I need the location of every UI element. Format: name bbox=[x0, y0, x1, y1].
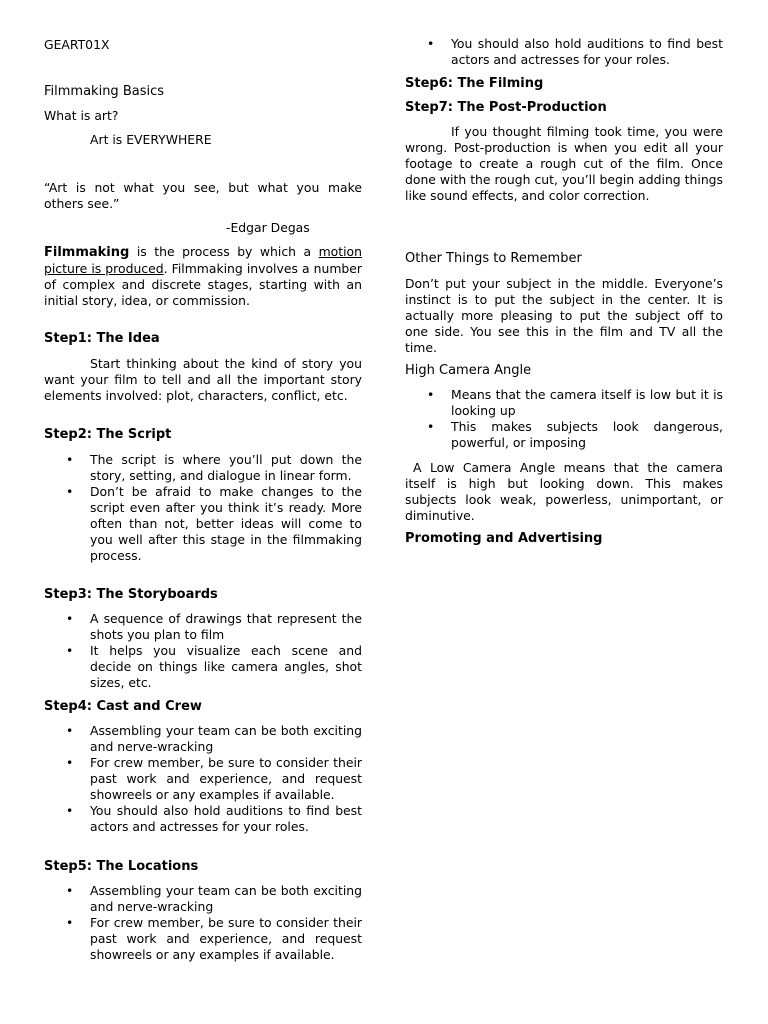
list-item: • It helps you visualize each scene and decide on things like camera angles, shot sizes, etc. bbox=[44, 643, 362, 691]
step4-list bbox=[44, 723, 362, 835]
list-item: • Assembling your team can be both exciting and nerve-wracking bbox=[44, 723, 362, 755]
quote-author: -Edgar Degas bbox=[226, 220, 310, 235]
promoting-heading: Promoting and Advertising bbox=[405, 531, 603, 546]
step1-heading: Step1: The Idea bbox=[44, 331, 160, 346]
list-item: • You should also hold auditions to find best actors and actresses for your roles. bbox=[44, 803, 362, 835]
continued-list bbox=[405, 36, 723, 68]
high-camera-angle-heading: High Camera Angle bbox=[405, 363, 532, 378]
step5-list bbox=[44, 883, 362, 963]
step7-text: If you thought filming took time, you were wrong. Post-production is when you edit all your footage to create a rough cut of the film. Once done with the rough cut, you’ll begin adding things like sound effects, and color correction. bbox=[405, 124, 723, 203]
list-item: • Don’t be afraid to make changes to the script even after you think it’s ready. More often than not, better ideas will come to you well after this stage in the filmmaking process. bbox=[44, 484, 362, 564]
definition-term: Filmmaking bbox=[44, 245, 130, 260]
low-angle-text: A Low Camera Angle means that the camera itself is high but looking down. This makes subjects look weak, powerless, unimportant, or diminutive. bbox=[405, 460, 723, 523]
document-title: Filmmaking Basics bbox=[44, 84, 165, 99]
step3-list bbox=[44, 611, 362, 691]
definition-part-2: . Filmmaking involves a number of complex and discrete stages, starting with an initial story, idea, or commission. bbox=[44, 261, 362, 308]
step3-heading: Step3: The Storyboards bbox=[44, 587, 218, 602]
other-things-text: Don’t put your subject in the middle. Everyone’s instinct is to put the subject in the center. It is actually more pleasing to put the subject off to one side. You see this in the film and TV all the time. bbox=[405, 276, 723, 355]
list-item: • A sequence of drawings that represent the shots you plan to film bbox=[44, 611, 362, 643]
filmmaking-definition bbox=[44, 244, 362, 309]
document-code: GEART01X bbox=[44, 37, 110, 52]
step6-heading: Step6: The Filming bbox=[405, 76, 544, 91]
list-item: • This makes subjects look dangerous, powerful, or imposing bbox=[405, 419, 723, 451]
list-item: • You should also hold auditions to find best actors and actresses for your roles. bbox=[405, 36, 723, 68]
art-question: What is art? bbox=[44, 108, 119, 123]
list-item: • For crew member, be sure to consider their past work and experience, and request showreels or any examples if available. bbox=[44, 915, 362, 963]
other-things-heading: Other Things to Remember bbox=[405, 251, 582, 266]
step1-text: Start thinking about the kind of story you want your film to tell and all the important story elements involved: plot, characters, conflict, etc. bbox=[44, 356, 362, 403]
step2-list bbox=[44, 452, 362, 564]
list-item: • Assembling your team can be both exciting and nerve-wracking bbox=[44, 883, 362, 915]
list-item: • Means that the camera itself is low but it is looking up bbox=[405, 387, 723, 419]
step7-heading: Step7: The Post-Production bbox=[405, 100, 607, 115]
list-item: • The script is where you’ll put down the story, setting, and dialogue in linear form. bbox=[44, 452, 362, 484]
step4-heading: Step4: Cast and Crew bbox=[44, 699, 202, 714]
high-angle-list bbox=[405, 387, 723, 451]
list-item: • For crew member, be sure to consider their past work and experience, and request showreels or any examples if available. bbox=[44, 755, 362, 803]
degas-quote: “Art is not what you see, but what you make others see.” bbox=[44, 180, 362, 211]
motion-picture-link[interactable]: motion picture is produced bbox=[44, 244, 362, 276]
step2-heading: Step2: The Script bbox=[44, 427, 172, 442]
step5-heading: Step5: The Locations bbox=[44, 859, 199, 874]
definition-part-1: is the process by which a bbox=[129, 244, 319, 259]
art-everywhere: Art is EVERYWHERE bbox=[90, 132, 212, 147]
